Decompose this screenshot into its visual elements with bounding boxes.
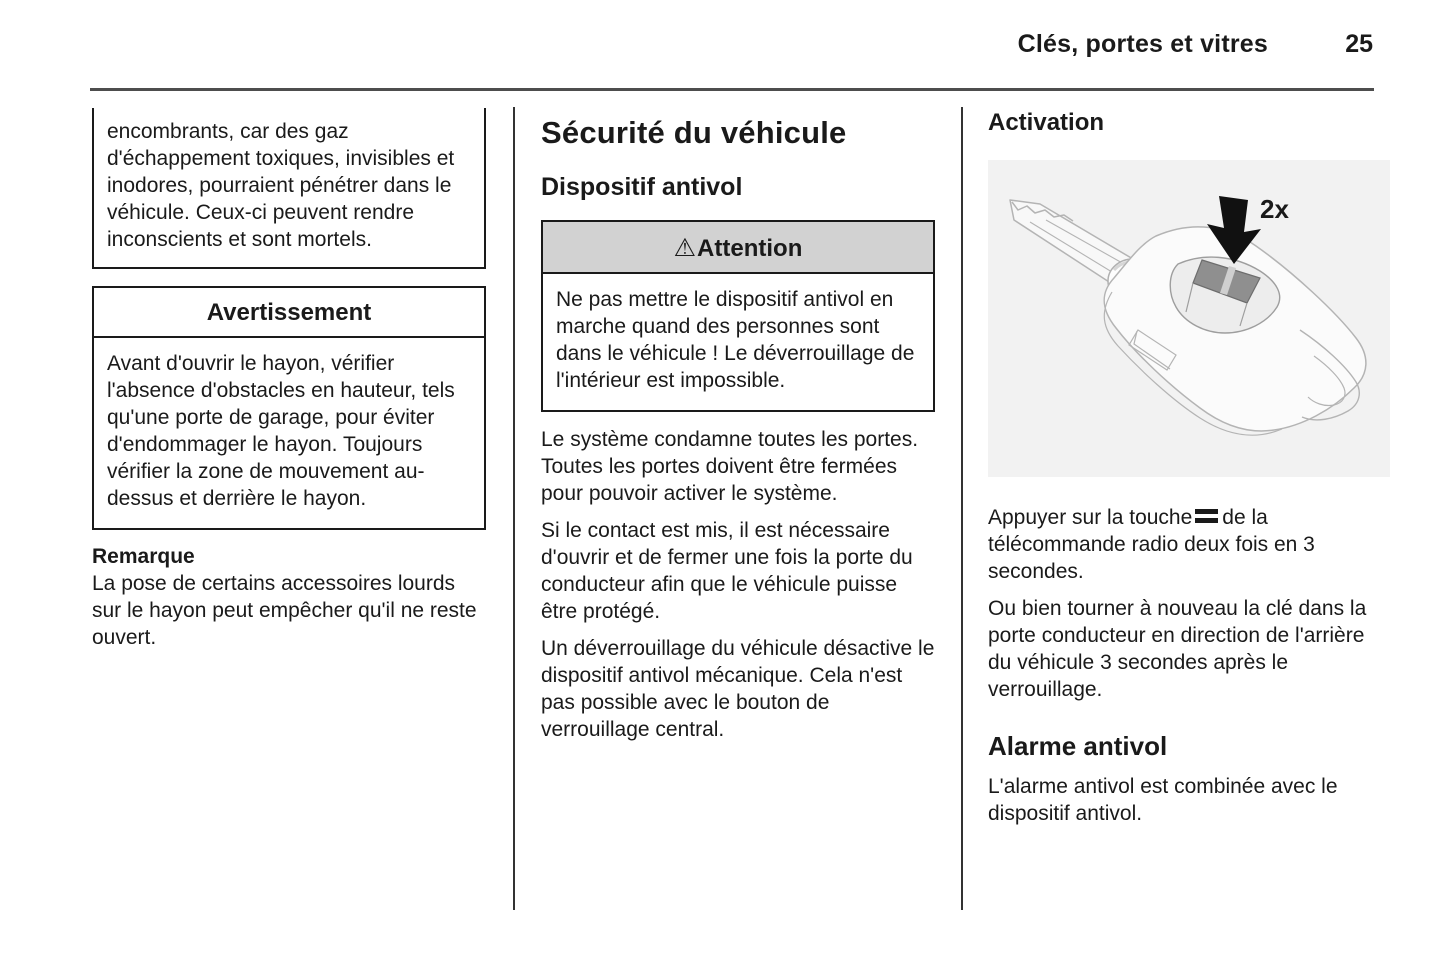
caution-box-title: Attention: [697, 235, 803, 262]
header-rule: [90, 88, 1374, 91]
alarm-text: L'alarme antivol est combinée avec le dispositif antivol.: [988, 775, 1338, 825]
paragraph-press-button: [988, 504, 1390, 585]
press-text-after: de la télécommande radio deux fois en 3 secondes.: [988, 506, 1315, 583]
center-column: [541, 108, 935, 753]
right-column: [988, 108, 1390, 827]
warning-box-body: [94, 338, 484, 528]
column-divider-left: [513, 107, 515, 910]
remote-key-figure: [988, 160, 1390, 477]
caution-box: [541, 220, 935, 412]
figure-label-2x: 2x: [1260, 194, 1289, 224]
continued-warning-text: encombrants, car des gaz d'échappement toxiques, invisibles et inodores, pourraient pénétrer dans le véhicule. Ceux-ci peuvent rendre inconscients et sont mortels.: [107, 120, 455, 251]
paragraph-key-turn: Ou bien tourner à nouveau la clé dans la porte conducteur en direction de l'arrière du véhicule 3 secondes après le verrouillage.: [988, 597, 1367, 701]
continued-warning-box: [92, 108, 486, 269]
column-divider-right: [961, 107, 963, 910]
subsection-title-activation: Activation: [988, 109, 1105, 136]
paragraph-unlocking: Un déverrouillage du véhicule désactive le dispositif antivol mécanique. Cela n'est pas possible avec le bouton de verrouillage central.: [541, 637, 935, 741]
note-text: La pose de certains accessoires lourds sur le hayon peut empêcher qu'il ne reste ouvert.: [92, 572, 477, 649]
note-title: Remarque: [92, 545, 195, 568]
warning-box-title: Avertissement: [94, 288, 484, 338]
caution-box-text: Ne pas mettre le dispositif antivol en marche quand des personnes sont dans le véhicule ! Le déverrouillage de l'intérieur est impossible.: [556, 288, 915, 392]
caution-box-body: [543, 274, 933, 410]
page-number: 25: [1345, 30, 1373, 58]
left-column: [92, 108, 486, 651]
paragraph-lock-system: Le système condamne toutes les portes. Toutes les portes doivent être fermées pour pouvoir activer le système.: [541, 428, 919, 505]
page-title: Clés, portes et vitres: [1017, 30, 1268, 58]
note-block: [92, 543, 486, 651]
warning-box: [92, 286, 486, 530]
paragraph-ignition-on: Si le contact est mis, il est nécessaire d'ouvrir et de fermer une fois la porte du conducteur afin que le véhicule puisse être protégé.: [541, 519, 913, 623]
warning-box-text: Avant d'ouvrir le hayon, vérifier l'absence d'obstacles en hauteur, tels qu'une porte de garage, pour éviter d'endommager le hayon. Toujours vérifier la zone de mouvement au-dessus et derrière le hayon.: [107, 352, 455, 510]
caution-box-header: [543, 222, 933, 274]
flip-key-illustration: [988, 160, 1390, 477]
press-text-before: Appuyer sur la touche: [988, 506, 1193, 529]
section-title: Sécurité du véhicule: [541, 115, 847, 150]
subsection-title-antitheft: Dispositif antivol: [541, 173, 743, 201]
subsection-title-alarm: Alarme antivol: [988, 731, 1168, 761]
remote-lock-button-icon: [1195, 509, 1218, 523]
warning-triangle-icon: ⚠: [673, 234, 697, 262]
